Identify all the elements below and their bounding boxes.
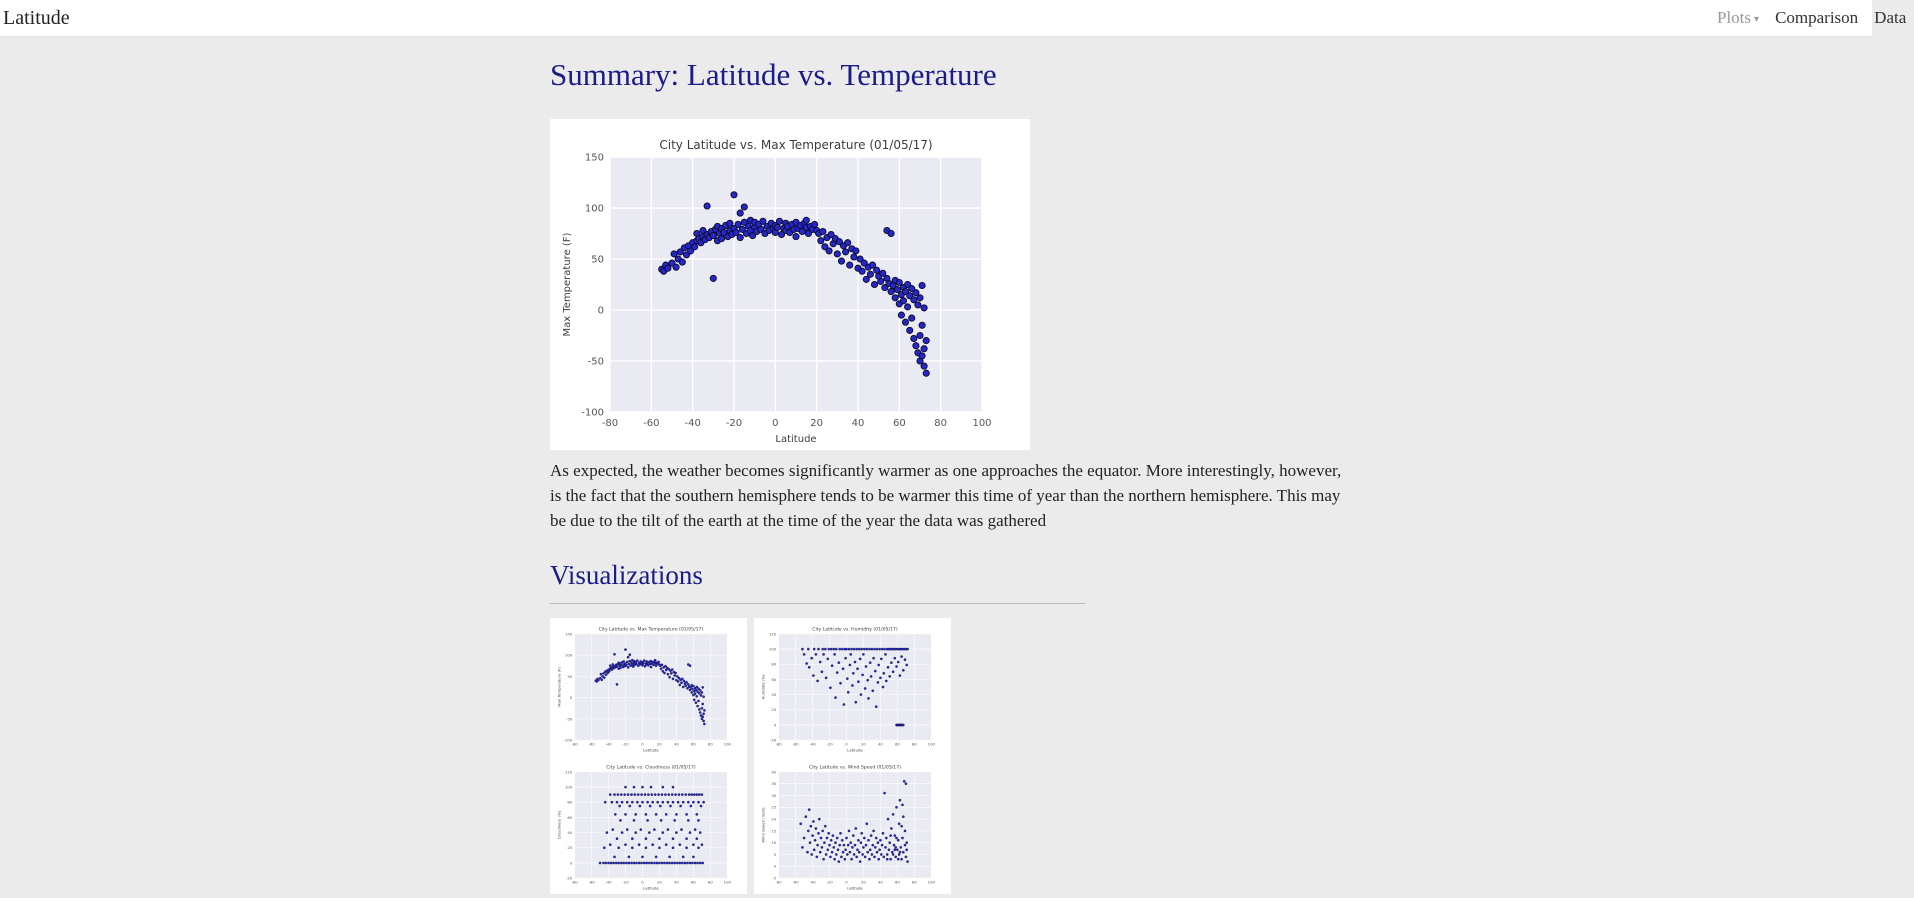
svg-text:80: 80 [707, 879, 713, 885]
chart-latitude-vs-max-temperature [550, 119, 1030, 450]
summary-paragraph: As expected, the weather becomes significantly warmer as one approaches the equator. More interestingly, however, is the fact that the southern hemisphere tends to be warmer this time of year than the northern hemisphere. This may be due to the tilt of the earth at the time of the year the data was gathered [550, 461, 1342, 530]
svg-text:100: 100 [564, 784, 573, 790]
svg-text:-60: -60 [792, 741, 799, 747]
svg-text:-60: -60 [643, 417, 660, 429]
svg-text:City Latitude vs. Max Temperat: City Latitude vs. Max Temperature (01/05/17) [659, 138, 933, 153]
svg-text:-80: -80 [571, 879, 578, 885]
page-title: Summary: Latitude vs. Temperature [550, 57, 997, 92]
svg-text:-20: -20 [725, 417, 743, 429]
svg-text:100: 100 [723, 741, 731, 747]
thumb-chart-humidity [754, 618, 951, 756]
thumb-chart-wind-speed [754, 756, 951, 894]
svg-text:0: 0 [772, 417, 779, 429]
nav-item-data[interactable]: Data [1874, 8, 1907, 27]
svg-text:Max Temperature (F): Max Temperature (F) [562, 232, 573, 337]
svg-text:City Latitude vs. Humidity (01: City Latitude vs. Humidity (01/05/17) [812, 627, 898, 633]
svg-text:0: 0 [773, 863, 777, 869]
svg-text:City Latitude vs. Wind Speed (: City Latitude vs. Wind Speed (01/05/17) [808, 765, 901, 771]
svg-text:Latitude: Latitude [847, 747, 863, 753]
svg-text:20: 20 [657, 741, 662, 747]
svg-text:60: 60 [894, 741, 900, 747]
svg-text:20: 20 [771, 816, 777, 822]
svg-text:50: 50 [591, 254, 604, 266]
svg-text:100: 100 [927, 741, 935, 747]
svg-text:City Latitude vs. Max Temperat: City Latitude vs. Max Temperature (01/05/17) [598, 627, 704, 633]
svg-text:120: 120 [564, 769, 573, 775]
svg-text:-80: -80 [571, 741, 578, 747]
svg-text:100: 100 [723, 879, 731, 885]
section-divider [550, 603, 1086, 604]
svg-text:20: 20 [657, 879, 662, 885]
svg-text:20: 20 [771, 707, 777, 713]
svg-text:5: 5 [773, 851, 777, 857]
svg-text:150: 150 [564, 631, 573, 637]
svg-text:20: 20 [810, 417, 824, 429]
svg-text:-40: -40 [809, 879, 816, 885]
thumbnail-card-left [550, 618, 747, 894]
svg-text:20: 20 [567, 845, 573, 851]
svg-text:Latitude: Latitude [847, 885, 863, 891]
svg-text:25: 25 [771, 804, 777, 810]
svg-text:Humidity (%): Humidity (%) [760, 674, 766, 700]
svg-text:-100: -100 [581, 407, 604, 419]
svg-text:-40: -40 [605, 741, 612, 747]
svg-text:-80: -80 [775, 879, 782, 885]
svg-text:40: 40 [673, 879, 679, 885]
main-content [550, 57, 1355, 894]
svg-text:Wind Speed (mph): Wind Speed (mph) [760, 807, 766, 843]
svg-text:-5: -5 [772, 875, 777, 881]
svg-text:60: 60 [894, 879, 900, 885]
svg-text:0: 0 [641, 879, 644, 885]
svg-text:-20: -20 [622, 879, 629, 885]
svg-text:-50: -50 [566, 716, 573, 722]
nav-item-comparison[interactable]: Comparison [1775, 8, 1859, 27]
svg-text:100: 100 [584, 203, 604, 215]
svg-text:Latitude: Latitude [643, 747, 659, 753]
visualization-thumbnails [550, 618, 1355, 894]
svg-text:-20: -20 [566, 875, 573, 881]
svg-text:80: 80 [934, 417, 948, 429]
svg-text:0: 0 [845, 879, 848, 885]
svg-text:15: 15 [771, 828, 777, 834]
svg-text:150: 150 [584, 152, 604, 164]
svg-text:40: 40 [567, 829, 573, 835]
svg-text:-80: -80 [601, 417, 619, 429]
visualizations-heading: Visualizations [550, 559, 703, 590]
svg-text:40: 40 [877, 741, 883, 747]
svg-text:60: 60 [771, 676, 777, 682]
svg-text:35: 35 [771, 781, 777, 787]
svg-text:80: 80 [707, 741, 713, 747]
svg-text:-60: -60 [792, 879, 799, 885]
svg-text:40: 40 [851, 417, 865, 429]
svg-text:City Latitude vs. Cloudiness (: City Latitude vs. Cloudiness (01/05/17) [606, 765, 696, 771]
svg-text:60: 60 [690, 879, 696, 885]
svg-text:40: 40 [673, 741, 679, 747]
svg-text:-20: -20 [826, 741, 833, 747]
svg-text:-20: -20 [622, 741, 629, 747]
svg-text:-40: -40 [809, 741, 816, 747]
svg-text:100: 100 [564, 652, 573, 658]
svg-text:-20: -20 [770, 737, 777, 743]
thumbnail-card-right [754, 618, 951, 894]
svg-text:-40: -40 [684, 417, 701, 429]
svg-text:80: 80 [911, 879, 917, 885]
svg-text:40: 40 [877, 879, 883, 885]
top-navbar [0, 0, 1907, 37]
nav-item-plots-label: Plots [1717, 8, 1752, 27]
svg-text:100: 100 [927, 879, 935, 885]
svg-text:-20: -20 [826, 879, 833, 885]
svg-text:60: 60 [567, 814, 573, 820]
svg-text:Latitude: Latitude [775, 433, 817, 445]
svg-text:-50: -50 [587, 356, 604, 368]
svg-text:-40: -40 [605, 879, 612, 885]
svg-text:10: 10 [771, 840, 777, 846]
svg-text:20: 20 [861, 741, 866, 747]
svg-text:40: 40 [771, 769, 777, 775]
svg-text:40: 40 [771, 691, 777, 697]
svg-text:0: 0 [569, 694, 573, 700]
svg-text:-60: -60 [588, 879, 595, 885]
svg-text:120: 120 [768, 631, 777, 637]
svg-text:50: 50 [567, 673, 573, 679]
svg-text:80: 80 [911, 741, 917, 747]
main-chart-figure [550, 119, 1030, 450]
navbar-brand[interactable]: Latitude [3, 7, 70, 29]
svg-text:0: 0 [569, 860, 573, 866]
svg-text:0: 0 [641, 741, 644, 747]
navbar-links [1709, 0, 1914, 38]
svg-text:-60: -60 [588, 741, 595, 747]
svg-text:60: 60 [892, 417, 906, 429]
svg-text:20: 20 [861, 879, 866, 885]
thumb-chart-max-temperature [550, 618, 747, 756]
svg-text:Latitude: Latitude [643, 885, 659, 891]
svg-text:-80: -80 [775, 741, 782, 747]
svg-text:100: 100 [768, 646, 777, 652]
nav-item-plots-dropdown[interactable] [1709, 0, 1767, 38]
svg-text:0: 0 [597, 305, 604, 317]
thumb-chart-cloudiness [550, 756, 747, 894]
svg-text:0: 0 [845, 741, 848, 747]
svg-text:Max Temperature (F): Max Temperature (F) [556, 667, 562, 707]
svg-text:80: 80 [567, 799, 573, 805]
svg-text:30: 30 [771, 792, 777, 798]
chevron-down-icon: ▾ [1754, 14, 1760, 25]
svg-text:80: 80 [771, 661, 777, 667]
svg-text:-100: -100 [563, 737, 573, 743]
svg-text:100: 100 [972, 417, 992, 429]
svg-text:0: 0 [773, 722, 777, 728]
svg-text:60: 60 [690, 741, 696, 747]
svg-text:Cloudiness (%): Cloudiness (%) [556, 810, 562, 840]
